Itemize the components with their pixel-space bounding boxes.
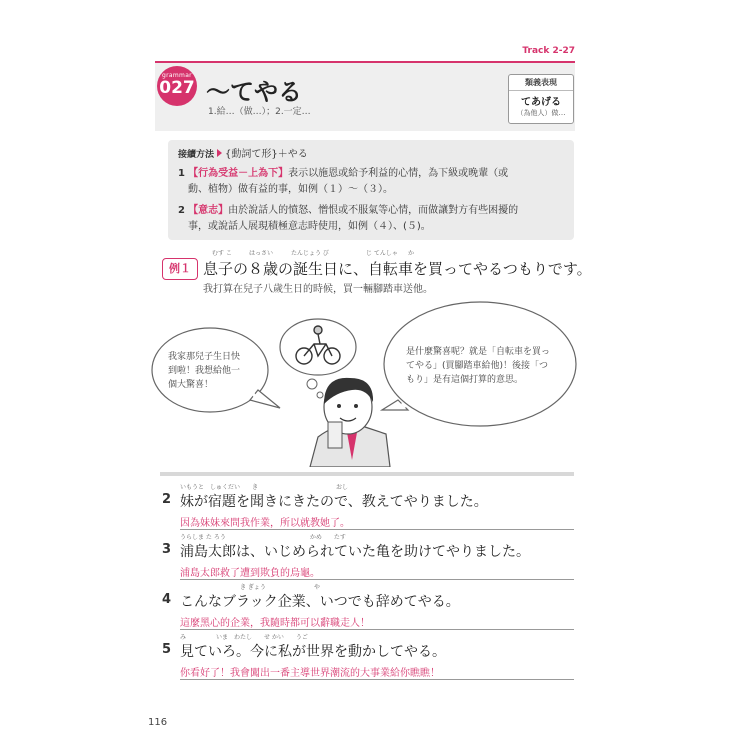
usage-point-1	[178, 166, 508, 182]
ruby-reading: むす こ	[212, 250, 232, 257]
ruby-reading: じ てんしゃ	[366, 250, 398, 257]
example-1-translation: 我打算在兒子八歲生日的時候，買一輛腳踏車送他。	[203, 284, 433, 295]
usage-point-1-head: 【行為受益－上為下】	[188, 168, 289, 179]
grammar-title: 〜てやる	[206, 78, 302, 106]
example-number: 5	[162, 642, 172, 657]
usage-point-1-line2: 動、植物）做有益的事，如例（１）～（３）。	[188, 184, 393, 195]
similar-meaning: （為他人）做…	[516, 109, 566, 117]
usage-point-2-line2: 事，或說話人展現積極意志時使用，如例（４）、(５)。	[188, 221, 431, 232]
right-bubble-line: てやる」(買腳踏車給他)！後接「つ	[406, 361, 549, 371]
similar-word: てあげる	[521, 97, 561, 108]
right-bubble-text	[406, 345, 566, 387]
usage-point-1-line1: 表示以施恩或給予利益的心情，為下級或晚輩（或	[288, 168, 509, 179]
left-bubble-line: 到啦！我想給他一	[168, 366, 241, 376]
example-list	[160, 482, 574, 682]
example-ruby: うらしま た ろう かめ たす	[180, 534, 346, 541]
usage-label: 接續方法	[178, 150, 215, 160]
example-sentence: 浦島太郎は、いじめられていた亀を助けてやりました。	[180, 544, 530, 560]
man-illustration	[310, 378, 390, 467]
usage-formula: {動詞て形}＋やる	[225, 149, 308, 160]
example-1-badge: 例１	[162, 258, 198, 280]
right-bubble-line: もり」是有這個打算的意思。	[406, 375, 524, 385]
ruby-reading: か	[408, 250, 415, 257]
underline	[180, 579, 574, 580]
example-translation: 因為妹妹來問我作業，所以就教她了。	[180, 518, 350, 529]
grammar-badge-word: grammar	[162, 72, 192, 79]
example-number: 4	[162, 592, 172, 607]
example-item	[160, 582, 574, 632]
grammar-meaning: 1.給…（做…）；2.一定…	[208, 107, 311, 117]
usage-formula-line	[178, 147, 308, 163]
example-sentence: 妹が宿題を聞きにきたので、教えてやりました。	[180, 494, 488, 510]
similar-heading: 類義表現	[509, 75, 573, 91]
grammar-number: 027	[159, 78, 195, 98]
left-bubble-line: 個大驚喜！	[168, 380, 214, 390]
example-1-sentence: 息子の８歳の誕生日に、自転車を買ってやるつもりです。	[203, 260, 592, 278]
underline	[180, 679, 574, 680]
ruby-reading: たんじょう び	[291, 250, 329, 257]
example-translation: 浦島太郎救了遭到欺負的烏龜。	[180, 568, 320, 579]
example-translation: 你看好了！我會闖出一番主導世界潮流的大事業給你瞧瞧！	[180, 668, 440, 679]
example-sentence: 見ていろ。今に私が世界を動かしてやる。	[180, 644, 446, 660]
example-ruby: いもうと しゅくだい き おし	[180, 484, 349, 491]
left-bubble-line: 我家那兒子生日快	[168, 352, 241, 362]
right-bubble-line: 是什麼驚喜呢？就是「自転車を買っ	[406, 347, 551, 357]
usage-point-2	[178, 203, 518, 219]
underline	[180, 529, 574, 530]
example-item	[160, 632, 574, 682]
example-translation: 這麼黑心的企業，我隨時都可以辭職走人！	[180, 618, 370, 629]
example-sentence: こんなブラック企業、いつでも辞めてやる。	[180, 594, 460, 610]
grammar-badge	[157, 66, 197, 106]
track-number: Track 2-27	[522, 46, 575, 56]
page-number: 116	[148, 717, 168, 728]
example-number: 2	[162, 492, 172, 507]
example-ruby: み いま わたし せ かい うご	[180, 634, 308, 641]
example-ruby: き ぎょう や	[180, 584, 320, 591]
left-bubble-text	[168, 350, 264, 392]
similar-expression-box	[508, 74, 574, 124]
usage-point-2-head: 【意志】	[188, 205, 229, 216]
arrow-right-icon	[217, 149, 222, 157]
example-item	[160, 532, 574, 582]
ruby-reading: はっさい	[249, 250, 274, 257]
usage-point-1-num: 1	[178, 168, 185, 179]
section-divider	[160, 472, 574, 476]
usage-point-2-line1: 由於說話人的憤怒、憎恨或不服氣等心情，而做讓對方有些困擾的	[228, 205, 519, 216]
example-number: 3	[162, 542, 172, 557]
underline	[180, 629, 574, 630]
usage-point-2-num: 2	[178, 205, 185, 216]
usage-box	[168, 140, 574, 240]
example-item	[160, 482, 574, 532]
